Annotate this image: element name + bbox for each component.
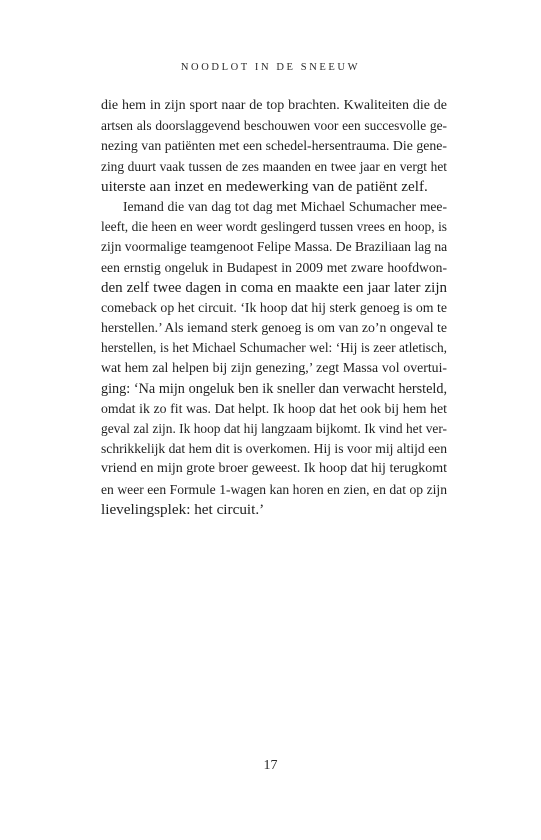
text-line: lievelingsplek: het circuit.’ [101,500,265,518]
text-line: den zelf twee dagen in coma en maakte een jaar later zijn [101,279,447,296]
text-line: schrikkelijk dat hem dit is overkomen. Hij is voor mij altijd een [101,441,447,457]
text-line: leeft, die heen en weer wordt geslingerd tussen vrees en hoop, is [101,219,447,235]
text-line: artsen als doorslaggevend beschouwen voor een succesvolle ge- [101,118,447,134]
text-line: een ernstig ongeluk in Budapest in 2009 met zware hoofdwon- [101,259,447,275]
text-line: wat hem zal helpen bij zijn genezing,’ zegt Massa vol overtui- [101,360,447,376]
text-line: uiterste aan inzet en medewerking van de patiënt zelf. [101,177,428,195]
text-line: omdat ik zo fit was. Dat helpt. Ik hoop dat het ook bij hem het [101,400,447,416]
text-line: die hem in zijn sport naar de top brachten. Kwaliteiten die de [101,98,447,113]
running-head: NOODLOT IN DE SNEEUW [180,62,361,73]
text-line: nezing van patiënten met een schedel-hersentrauma. Die gene- [101,138,447,154]
text-line: comeback op het circuit. ‘Ik hoop dat hij sterk genoeg is om te [101,299,447,315]
paragraph-1 [101,96,447,197]
body-text [101,96,447,520]
text-line: herstellen.’ Als iemand sterk genoeg is om van zo’n ongeval te [101,320,447,336]
text-line: vriend en mijn grote broer geweest. Ik hoop dat hij terugkomt [101,461,447,477]
text-line: en weer een Formule 1-wagen kan horen en zien, en dat op zijn [101,481,447,497]
text-line: zijn voormalige teamgenoot Felipe Massa. De Braziliaan lag na [101,239,448,255]
paragraph-2 [101,197,447,520]
page-number: 17 [263,758,278,773]
text-line: Iemand die van dag tot dag met Michael Schumacher mee- [123,198,447,214]
text-line: geval zal zijn. Ik hoop dat hij langzaam bijkomt. Ik vind het ver- [101,421,447,436]
text-line: herstellen, is het Michael Schumacher wel: ‘Hij is zeer atletisch, [101,340,447,356]
text-line: zing duurt vaak tussen de zes maanden en twee jaar en vergt het [101,158,447,174]
text-line: ging: ‘Na mijn ongeluk ben ik sneller dan verwacht hersteld, [101,380,447,397]
